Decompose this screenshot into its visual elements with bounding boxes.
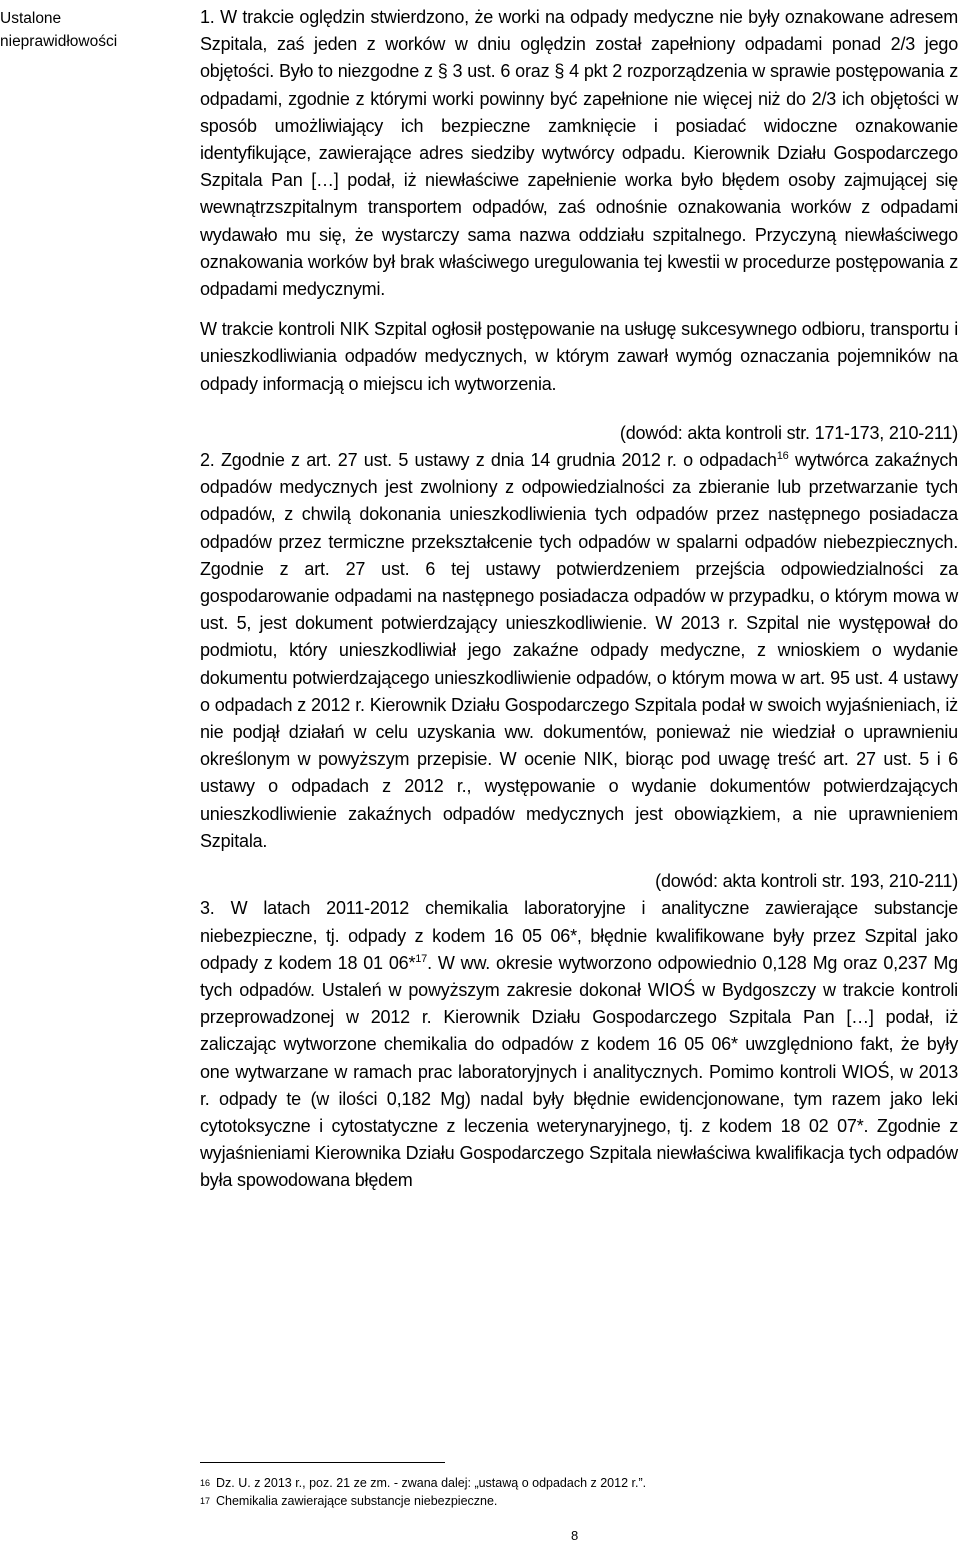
footnote-17 (200, 1492, 958, 1510)
footnote-17-number: 17 (200, 1496, 211, 1506)
point-2-text-end: wytwórca zakaźnych odpadów medycznych jest zwolniony z odpowiedzialności za zbieranie lub przetwarzanie tych odpadów, z chwilą dokonania unieszkodliwienia tych odpadów przez następnego posiadacza odpadów przez termiczne przekształcenie tych odpadów w spalarni odpadów niebezpiecznych. Zgodnie z art. 27 ust. 6 tej ustawy potwierdzeniem przejścia odpowiedzialności za gospodarowanie odpadami na następnego posiadacza odpadów w przypadku, o którym mowa w ust. 5, jest dokument potwierdzający unieszkodliwienie. W 2013 r. Szpital nie występował do podmiotu, który unieszkodliwiał jego zakaźne odpady medyczne, z wnioskiem o wydanie dokumentu potwierdzającego unieszkodliwienie odpadów, o którym mowa w art. 95 ust. 4 ustawy o odpadach z 2012 r. Kierownik Działu Gospodarczego Szpitala podał w swoich wyjaśnieniach, iż nie podjął działań w celu uzyskania ww. dokumentów, ponieważ nie wiedział o uprawnieniu określonym w powyższym przepisie. W ocenie NIK, biorąc pod uwagę treść art. 27 ust. 5 i 6 ustawy o odpadach z 2012 r., występowanie o wydanie dokumentów potwierdzających unieszkodliwienie zakaźnych odpadów medycznych jest obowiązkiem, a nie uprawnieniem Szpitala. (200, 450, 958, 851)
point-3-number: 3. (200, 898, 215, 919)
main-content (200, 4, 958, 1208)
page-number: 8 (571, 1528, 579, 1543)
point-3-text-end: . W ww. okresie wytworzono odpowiednio 0,128 Mg oraz 0,237 Mg tych odpadów. Ustaleń w powyższym zakresie dokonał WIOŚ w Bydgoszczy w trakcie kontroli przeprowadzonej w 2012 r. Kierownik Działu Gospodarczego Szpitala Pan […] podał, iż zaliczając wytworzone chemikalia do odpadów z kodem 16 05 06* uwzględniono fakt, że były one wytwarzane w ramach prac laboratoryjnych i analitycznych. Pomimo kontroli WIOŚ, w 2013 r. odpady te (w ilości 0,182 Mg) nadal były błędnie ewidencjonowane, tym razem jako leki cytotoksyczne i cytostatyczne z leczenia weterynaryjnego, tj. z kodem 18 02 07*. Zgodnie z wyjaśnieniami Kierownika Działu Gospodarczego Szpitala niewłaściwa kwalifikacja tych odpadów była spowodowana błędem (200, 952, 958, 1191)
point-1-text: W trakcie oględzin stwierdzono, że worki na odpady medyczne nie były oznakowane adresem Szpitala, zaś jeden z worków w dniu oględzin został zapełniony odpadami ponad 2/3 jego objętości. Było to niezgodne z § 3 ust. 6 oraz § 4 pkt 2 rozporządzenia w sprawie postępowania z odpadami, zgodnie z którymi worki powinny być zapełnione nie więcej niż do 2/3 ich objętości w sposób umożliwiający ich bezpieczne zamknięcie i posiadać widoczne oznakowanie identyfikujące, zawierające adres siedziby wytwórcy odpadu. Kierownik Działu Gospodarczego Szpitala Pan […] podał, iż niewłaściwe zapełnienie worka było błędem osoby zajmującej się wewnątrzszpitalnym transportem odpadów, zaś odnośnie oznakowania worków z odpadami wydawało mu się, że wystarczy sama nazwa oddziału szpitalnego. Przyczyną niewłaściwego oznakowania worków był brak właściwego uregulowania tej kwestii w procedurze postępowania z odpadami medycznymi. (200, 7, 958, 300)
point-1 (200, 4, 958, 303)
point-3-text-start: W latach 2011-2012 chemikalia laboratoryjne i analityczne zawierające substancje niebezpieczne, tj. odpady z kodem 16 05 06*, błędnie kwalifikowane były przez Szpital jako odpady z kodem 18 01 06* (200, 898, 958, 973)
evidence-citation-1: (dowód: akta kontroli str. 171-173, 210-211) (619, 422, 958, 443)
footnote-divider (200, 1462, 445, 1463)
footnote-16 (200, 1474, 958, 1492)
evidence-citation-2: (dowód: akta kontroli str. 193, 210-211) (655, 871, 958, 892)
footnote-17-text: Chemikalia zawierające substancje niebezpieczne. (216, 1494, 498, 1508)
footnote-16-number: 16 (200, 1478, 211, 1488)
point-2-number: 2. (200, 450, 215, 471)
footnote-16-text: Dz. U. z 2013 r., poz. 21 ze zm. - zwana dalej: „ustawą o odpadach z 2012 r.”. (216, 1476, 647, 1490)
side-label: Ustalone nieprawidłowości (0, 10, 118, 50)
point-3 (200, 895, 958, 1194)
footnote-ref-16[interactable]: 16 (776, 450, 789, 463)
point-2-text-start: Zgodnie z art. 27 ust. 5 ustawy z dnia 14 grudnia 2012 r. o odpadach (221, 450, 777, 471)
point-2 (200, 447, 958, 855)
point-1-number: 1. (200, 7, 215, 27)
footnotes (200, 1474, 958, 1510)
nik-paragraph: W trakcie kontroli NIK Szpital ogłosił postępowanie na usługę sukcesywnego odbioru, transportu i unieszkodliwiania odpadów medycznych, w którym zawarł wymóg oznaczania pojemników na odpady informacją o miejscu ich wytworzenia. (200, 319, 958, 394)
footnote-ref-17[interactable]: 17 (415, 952, 428, 965)
